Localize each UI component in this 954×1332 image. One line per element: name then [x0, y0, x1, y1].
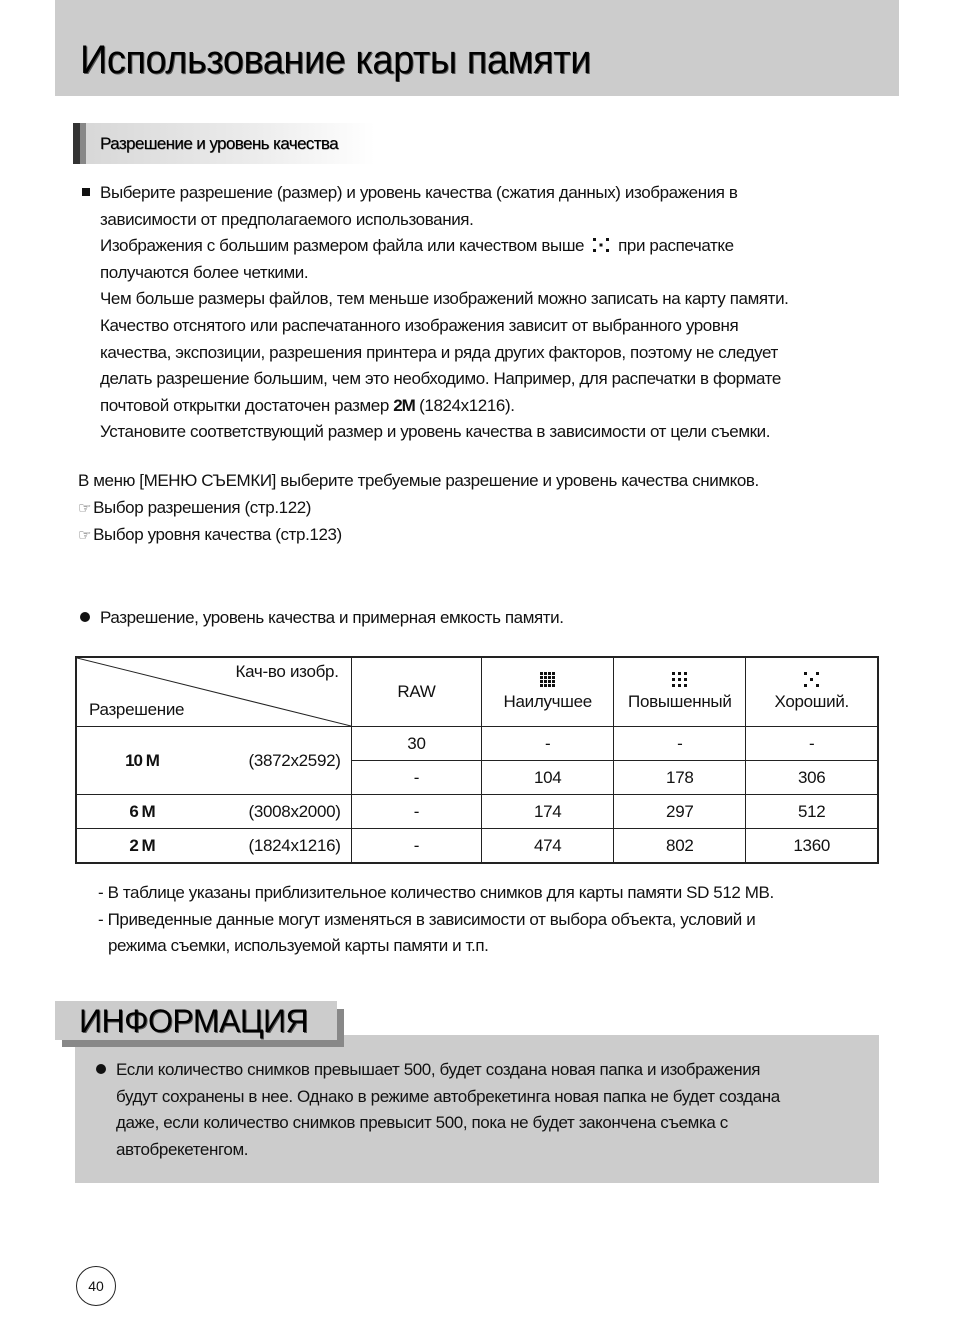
section-subheading: [73, 123, 375, 164]
note-line: - Приведенные данные могут изменяться в зависимости от выбора объекта, условий и: [98, 909, 756, 929]
reference-link-quality[interactable]: ☞ Выбор уровня качества (стр.123): [78, 525, 342, 545]
square-bullet-icon: [82, 188, 90, 196]
table-cell: 174: [482, 795, 614, 829]
reference-link-resolution[interactable]: ☞ Выбор разрешения (стр.122): [78, 497, 312, 517]
resolution-axis-label: Разрешение: [89, 700, 185, 719]
column-header-raw: RAW: [351, 657, 482, 727]
table-notes: [98, 880, 878, 960]
table-cell: 104: [482, 761, 614, 795]
resolution-2m-label: 2M: [393, 395, 415, 415]
round-bullet-icon: [80, 612, 90, 622]
subheading-accent-bar-light: [80, 123, 86, 164]
paragraph-line: Изображения с большим размером файла или качеством выше при распечатке: [100, 236, 734, 256]
subheading-accent-bar: [73, 123, 80, 164]
info-tab: [55, 1001, 337, 1040]
info-line: будут сохранены в нее. Однако в режиме автобрекетинга новая папка не будет создана: [116, 1086, 780, 1106]
table-cell: 306: [746, 761, 878, 795]
info-text: [96, 1057, 866, 1163]
table-cell: -: [482, 727, 614, 761]
resolution-capacity-table: [75, 656, 879, 864]
quality-normal-icon: [804, 672, 820, 688]
resolution-name: 2 M: [129, 835, 155, 855]
note-line: - В таблице указаны приблизительное количество снимков для карты памяти SD 512 MB.: [98, 883, 774, 902]
table-cell: -: [746, 727, 878, 761]
quality-superfine-icon: [540, 672, 556, 688]
resolution-name: 10 M: [125, 750, 159, 770]
paragraph-line: делать разрешение большим, чем это необходимо. Например, для распечатки в формате: [100, 369, 781, 389]
table-cell: 178: [614, 761, 746, 795]
menu-instructions: [78, 468, 878, 550]
resolution-name: 6 M: [129, 801, 155, 821]
table-cell: -: [351, 829, 482, 864]
paragraph-line: получаются более четкими.: [100, 262, 309, 282]
info-title: ИНФОРМАЦИЯ: [79, 1003, 309, 1039]
menu-instruction-text: В меню [МЕНЮ СЪЕМКИ] выберите требуемые разрешение и уровень качества снимков.: [78, 471, 759, 490]
table-cell: 30: [351, 727, 482, 761]
table-cell: 512: [746, 795, 878, 829]
info-line: автобрекетенгом.: [116, 1139, 249, 1159]
paragraph-line: Чем больше размеры файлов, тем меньше изображений можно записать на карту памяти.: [100, 289, 789, 309]
resolution-cell-10m: [76, 727, 351, 795]
table-cell: 474: [482, 829, 614, 864]
paragraph-line: зависимости от предполагаемого использования.: [100, 209, 474, 229]
pointing-hand-icon: ☞: [78, 499, 92, 517]
intro-paragraph: [100, 180, 880, 446]
resolution-cell-6m: [76, 795, 351, 829]
table-cell: -: [351, 795, 482, 829]
table-row-6m: [76, 795, 878, 829]
quality-good-icon: [592, 237, 610, 253]
resolution-cell-2m: [76, 829, 351, 864]
table-row-10m-raw: [76, 727, 878, 761]
table-cell: 1360: [746, 829, 878, 864]
resolution-dimensions: (3008x2000): [248, 801, 341, 821]
resolution-dimensions: (3872x2592): [248, 750, 341, 770]
table-cell: 802: [614, 829, 746, 864]
table-corner-cell: [76, 657, 351, 727]
table-caption: Разрешение, уровень качества и примерная емкость памяти.: [80, 608, 564, 628]
paragraph-line: качества, экспозиции, разрешения принтера и ряда других факторов, поэтому не следует: [100, 342, 778, 362]
quality-fine-icon: [672, 672, 688, 688]
subheading-text: Разрешение и уровень качества: [100, 134, 338, 153]
round-bullet-icon: [96, 1064, 106, 1074]
table-cell: 297: [614, 795, 746, 829]
table-header-row: [76, 657, 878, 727]
quality-axis-label: Кач-во изобр.: [235, 662, 339, 681]
table-row-2m: [76, 829, 878, 864]
column-header-fine: Повышенный: [614, 657, 746, 727]
pointing-hand-icon: ☞: [78, 527, 92, 545]
paragraph-line: почтовой открытки достаточен размер 2M (1824x1216).: [100, 395, 515, 415]
info-line: даже, если количество снимков превысит 500, пока не будет закончена съемка с: [116, 1113, 728, 1133]
paragraph-line: Выберите разрешение (размер) и уровень качества (сжатия данных) изображения в: [100, 183, 738, 202]
table-cell: -: [614, 727, 746, 761]
paragraph-line: Качество отснятого или распечатанного изображения зависит от выбранного уровня: [100, 315, 739, 335]
column-header-superfine: Наилучшее: [482, 657, 614, 727]
resolution-dimensions: (1824x1216): [248, 835, 341, 855]
page-number: 40: [76, 1266, 116, 1306]
info-line: Если количество снимков превышает 500, будет создана новая папка и изображения: [96, 1057, 866, 1084]
note-line: режима съемки, используемой карты памяти и т.п.: [108, 936, 489, 956]
page-title: Использование карты памяти: [80, 38, 591, 82]
table-cell: -: [351, 761, 482, 795]
paragraph-line: Установите соответствующий размер и уровень качества в зависимости от цели съемки.: [100, 422, 771, 442]
column-header-normal: Хороший.: [746, 657, 878, 727]
page-title-bar: [55, 0, 899, 96]
